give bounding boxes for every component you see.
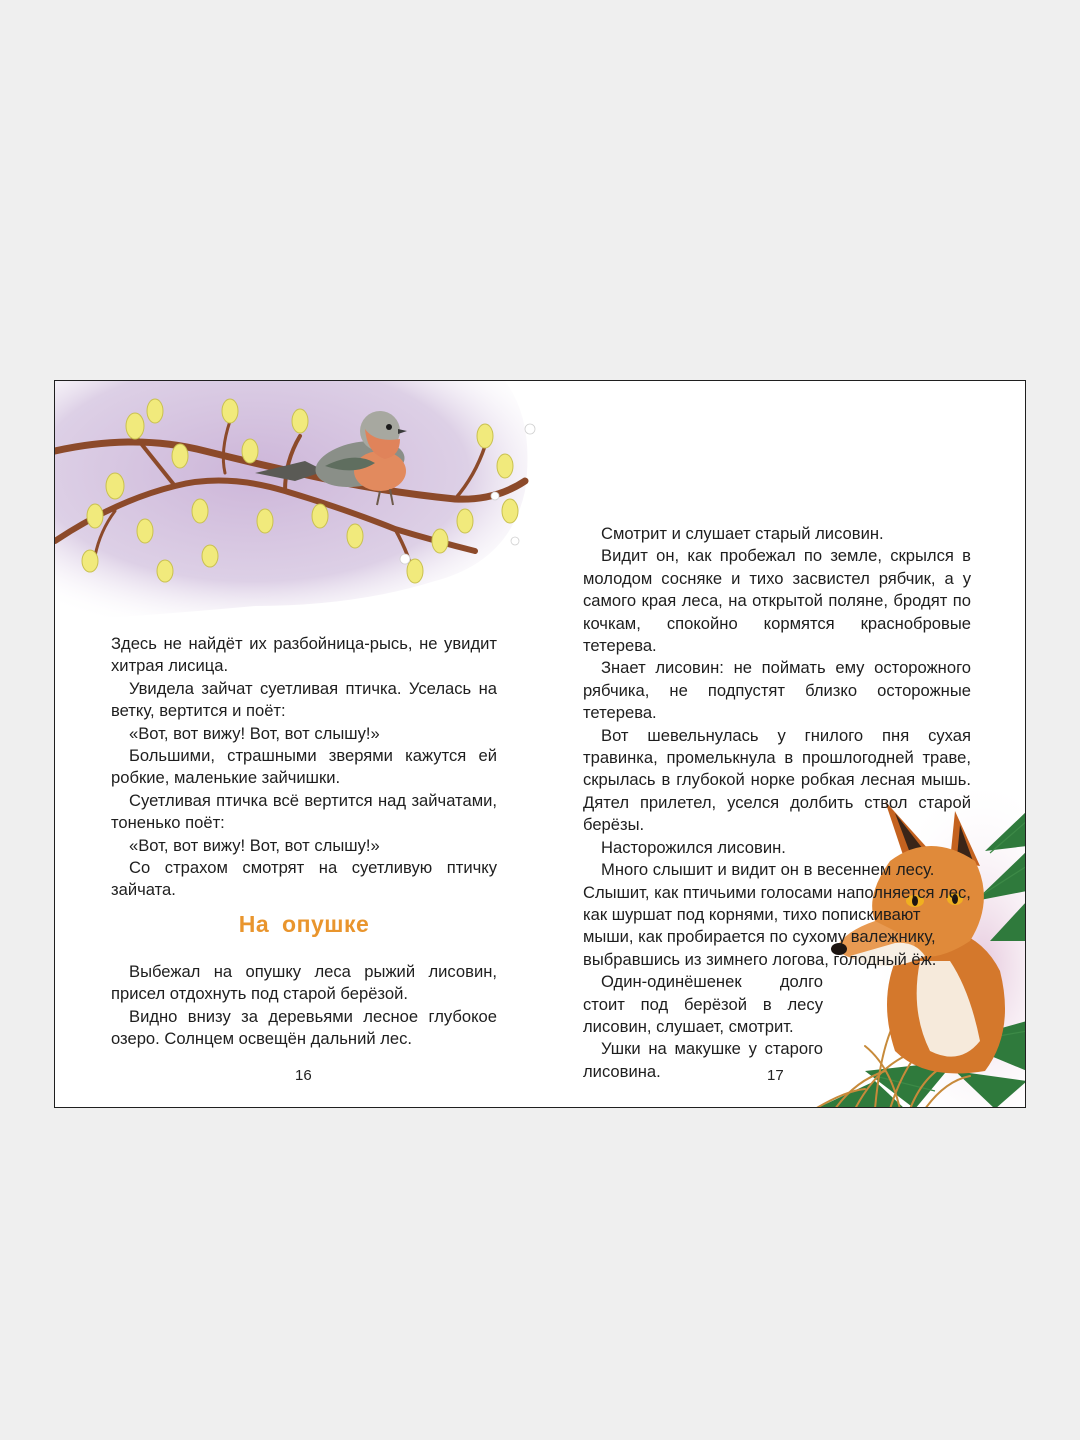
paragraph: Знает лисовин: не поймать ему осторожного рябчика, не подпустят близко осторожные тетерева. <box>583 658 971 723</box>
paragraph: Суетливая птичка всё вертится над зайчатами, тоненько поёт: <box>111 790 497 833</box>
paragraph: «Вот, вот вижу! Вот, вот слышу!» <box>129 835 380 855</box>
section-title: На опушке <box>238 911 370 937</box>
paragraph: Насторожился лисовин. <box>601 837 786 857</box>
paragraph: Много слышит и видит он в весеннем лесу. Слышит, как птичьими голосами наполняется лес, как шуршат под корнями, тихо попискивают мыши, как пробирается по сухому валежнику, выбравшись из зимнего логова, голодный ёж. <box>583 860 971 969</box>
bird-branch-illustration <box>55 381 555 621</box>
page-number-left: 16 <box>295 1067 312 1084</box>
paragraph: Смотрит и слушает старый лисовин. <box>601 524 884 543</box>
paragraph: Большими, страшными зверями кажутся ей робкие, маленькие зайчишки. <box>111 746 497 788</box>
paragraph: Видит он, как пробежал по земле, скрылся в молодом сосняке и тихо засвистел рябчик, а у самого края леса, на открытой поляне, бродят по кочкам, спокойно кормятся краснобровые тетерева. <box>583 546 971 656</box>
left-page-text-bottom <box>111 961 497 1051</box>
paragraph: Выбежал на опушку леса рыжий лисовин, присел отдохнуть под старой берёзой. <box>111 962 497 1004</box>
paragraph: Увидела зайчат суетливая птичка. Уселась на ветку, вертится и поёт: <box>111 678 497 721</box>
book-spread <box>54 380 1026 1108</box>
paragraph: Ушки на макушке у старого лисовина. <box>583 1039 823 1081</box>
paragraph: Здесь не найдёт их разбойница-рысь, не увидит хитрая лисица. <box>111 634 497 676</box>
left-page-text <box>111 633 497 902</box>
right-page-text <box>583 523 971 1083</box>
paragraph: Видно внизу за деревьями лесное глубокое озеро. Солнцем освещён дальний лес. <box>111 1006 497 1049</box>
paragraph: Вот шевельнулась у гнилого пня сухая травинка, промелькнула в прошлогодней траве, скрылась в глубокой норке робкая лесная мышь. Дятел прилетел, уселся долбить ствол старой берёзы. <box>583 725 971 835</box>
page-number-right: 17 <box>767 1067 784 1084</box>
paragraph: Со страхом смотрят на суетливую птичку зайчата. <box>111 858 497 900</box>
paragraph: Один-одинёшенек долго стоит под берёзой в лесу лисовин, слушает, смотрит. <box>583 972 823 1036</box>
paragraph: «Вот, вот вижу! Вот, вот слышу!» <box>129 723 380 743</box>
